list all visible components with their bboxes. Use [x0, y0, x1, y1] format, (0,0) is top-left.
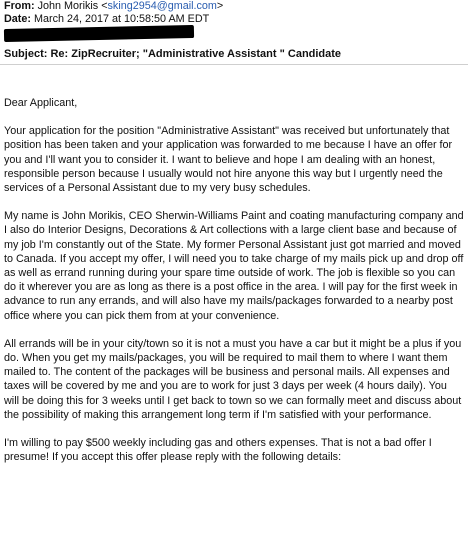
message-body [4, 96, 464, 478]
paragraph-4: I'm willing to pay $500 weekly including gas and others expenses. That is not a bad offer I presume! If you accept this offer please reply with the following details: [4, 437, 432, 464]
date-line [4, 13, 464, 26]
date-value: March 24, 2017 at 10:58:50 AM EDT [34, 13, 210, 25]
sender-email-link[interactable]: sking2954@gmail.com [107, 0, 217, 12]
paragraph-1: Your application for the position "Administrative Assistant" was received but unfortunately that position has been taken and your application was forwarded to me because I have an offer for you and I'll want you to consider it. I want to believe and hope I am dealing with an honest, responsible person because I usually would not hire anyone this way but I urgently need the services of a Personal Assistant due to my very busy schedules. [4, 125, 453, 195]
email-header [4, 0, 464, 26]
subject-value: Re: ZipRecruiter; "Administrative Assistant " Candidate [50, 48, 342, 60]
from-line: From: John Morikis <sking2954@gmail.com> [4, 0, 224, 12]
sender-name: John Morikis [37, 0, 99, 12]
greeting: Dear Applicant, [4, 97, 78, 109]
redaction-bar [4, 25, 194, 42]
from-label: From: [4, 0, 35, 12]
header-divider [0, 64, 468, 65]
subject-line [4, 48, 341, 60]
subject-label: Subject: [4, 48, 48, 60]
date-label: Date: [4, 13, 31, 25]
paragraph-3: All errands will be in your city/town so it is not a must you have a car but it might be a plus if you do. When you get my mails/packages, you will be required to mail them to where I want them mailed to. The content of the packages will be business and personal mails. All expenses and taxes will be covered by me and you are to work for just 3 days per week (4 hours daily). You will be doing this for 3 weeks until I get back to town so we can formally meet and discuss about the possibility of making this arrangement long term if I'm satisfied with your performance. [4, 337, 462, 421]
paragraph-2: My name is John Morikis, CEO Sherwin-Williams Paint and coating manufacturing company and I also do Interior Designs, Decorations & Art collections with a large client base and because of my job I'm constantly out of the State. My former Personal Assistant just got married and moved to Canada. If you accept my offer, I will need you to take charge of my mails pick up and drop off as well as errand running during your spare time outside of work. The job is flexible so you can do it wherever you are as long as there is a post office in the area. I will pay for the first week in advance to run any errands, and will also have my mails/packages forwarded to a nearby post office where you can pick them from at your convenience. [4, 210, 464, 322]
